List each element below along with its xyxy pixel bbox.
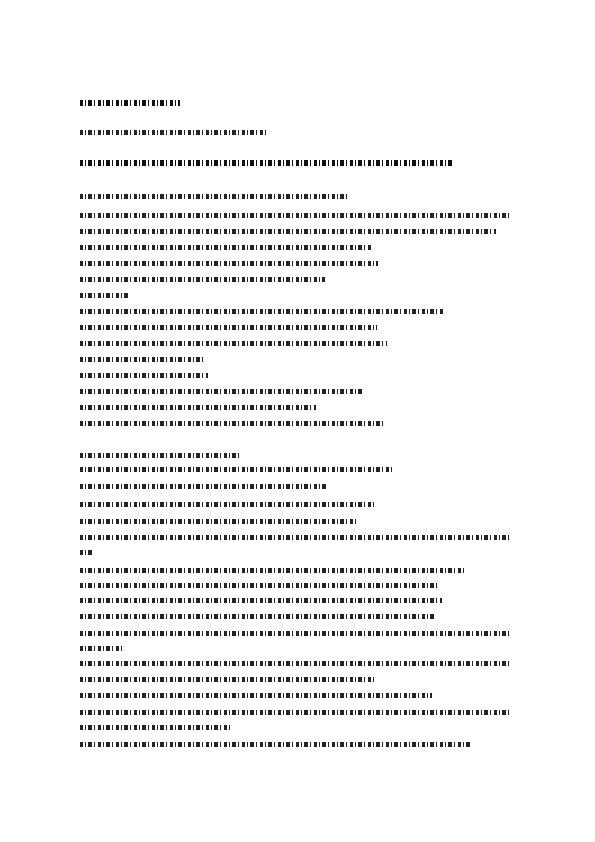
text-line	[80, 725, 230, 730]
text-line	[80, 710, 512, 715]
text-line	[80, 693, 432, 698]
text-line	[80, 213, 512, 218]
text-line	[80, 325, 377, 330]
text-line	[80, 535, 512, 540]
text-line	[80, 421, 383, 426]
text-line	[80, 373, 208, 378]
text-line	[80, 309, 443, 314]
text-line	[80, 341, 387, 346]
text-line	[80, 677, 374, 682]
document-subheading-line	[80, 130, 268, 135]
text-line	[80, 502, 375, 507]
text-line	[80, 245, 372, 250]
text-line	[80, 453, 240, 458]
text-line	[80, 583, 437, 588]
text-line	[80, 277, 325, 282]
text-line	[80, 598, 442, 603]
text-line	[80, 484, 327, 489]
text-line	[80, 568, 464, 573]
text-line	[80, 661, 512, 666]
text-line	[80, 405, 316, 410]
document-heading-line	[80, 100, 180, 106]
text-line	[80, 467, 392, 472]
text-line	[80, 293, 130, 298]
text-line	[80, 261, 378, 266]
text-line	[80, 550, 92, 555]
text-line	[80, 389, 362, 394]
document-subtitle-line	[80, 160, 452, 166]
text-line	[80, 519, 357, 524]
text-line	[80, 646, 122, 651]
text-line	[80, 631, 512, 636]
text-line	[80, 357, 204, 362]
text-line	[80, 742, 472, 747]
text-line	[80, 614, 436, 619]
text-line	[80, 194, 350, 199]
text-line	[80, 229, 496, 234]
